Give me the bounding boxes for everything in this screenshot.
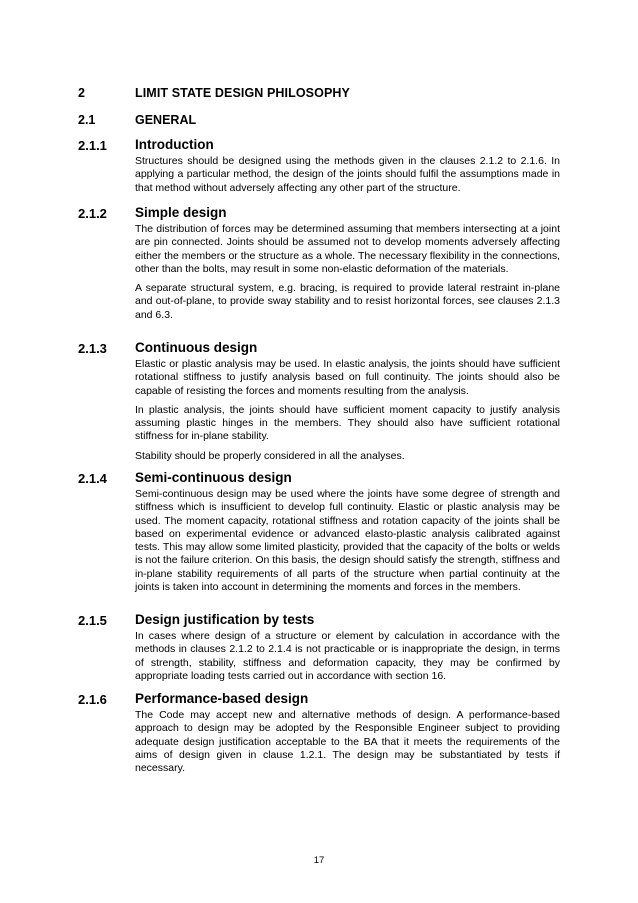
subsection-title: Semi-continuous design	[135, 470, 292, 485]
section-title: GENERAL	[135, 113, 197, 127]
subsection-heading	[78, 340, 568, 358]
paragraph: Elastic or plastic analysis may be used. In elastic analysis, the joints should have sufficient rotational stiffness to justify analysis based on full continuity. The joints should also be capable of resisting the forces and moments resulting from the analysis.	[135, 358, 560, 397]
chapter-title: LIMIT STATE DESIGN PHILOSOPHY	[135, 86, 350, 100]
subsection-title: Introduction	[135, 137, 214, 152]
subsection-heading	[78, 205, 568, 223]
subsection-design-justification	[78, 612, 568, 689]
paragraph: In plastic analysis, the joints should have sufficient moment capacity to justify analysis assuming plastic hinges in the members. They should also have sufficient rotational stiffness for in-plane stability.	[135, 403, 560, 443]
subsection-number: 2.1.4	[78, 471, 107, 486]
subsection-number: 2.1.6	[78, 692, 107, 707]
paragraph: Stability should be properly considered in all the analyses.	[135, 449, 405, 462]
subsection-body	[135, 709, 560, 775]
subsection-introduction	[78, 137, 568, 201]
subsection-number: 2.1.1	[78, 138, 107, 153]
paragraph: A separate structural system, e.g. bracing, is required to provide lateral restraint in-plane and out-of-plane, to provide sway stability and to resist horizontal forces, see clauses 2.1.3 and 6.3.	[135, 282, 560, 321]
subsection-number: 2.1.5	[78, 613, 107, 628]
subsection-title: Performance-based design	[135, 691, 309, 706]
subsection-body	[135, 155, 560, 195]
section-number: 2.1	[78, 113, 96, 127]
subsection-heading	[78, 137, 568, 155]
chapter-number: 2	[78, 86, 86, 100]
subsection-heading	[78, 470, 568, 488]
subsection-body	[135, 223, 560, 322]
subsection-number: 2.1.2	[78, 206, 107, 221]
paragraph: Structures should be designed using the methods given in the clauses 2.1.2 to 2.1.6. In applying a particular method, the design of the joints should fulfil the assumptions made in that method without adversely affecting any other part of the structure.	[135, 155, 560, 194]
subsection-heading	[78, 612, 568, 630]
subsection-continuous-design	[78, 340, 568, 469]
subsection-body	[135, 630, 560, 683]
subsection-performance-based-design	[78, 691, 568, 781]
subsection-title: Design justification by tests	[135, 612, 315, 627]
paragraph: In cases where design of a structure or element by calculation in accordance with the methods in clauses 2.1.2 to 2.1.4 is not practicable or is inappropriate the design, in terms of strength, stability, stiffness and deformation capacity, they may be confirmed by appropriate loading tests carried out in accordance with section 16.	[135, 630, 560, 682]
subsection-heading	[78, 691, 568, 709]
subsection-body	[135, 488, 560, 594]
subsection-title: Continuous design	[135, 340, 258, 355]
subsection-semi-continuous-design	[78, 470, 568, 600]
paragraph: Semi-continuous design may be used where the joints have some degree of strength and stiffness which is insufficient to develop full continuity. Elastic or plastic analysis may be used. The moment capacity, rotational stiffness and rotation capacity of the joints shall be based on experimental evidence or advanced elasto-plastic analysis calibrated against tests. This may allow some limited plasticity, provided that the capacity of the bolts or welds is not the failure criterion. On this basis, the design should satisfy the strength, stiffness and in-plane stability requirements of all parts of the structure when partial continuity at the joints is taken into account in determining the moments and forces in the members.	[135, 488, 560, 594]
subsection-simple-design	[78, 205, 568, 328]
subsection-number: 2.1.3	[78, 341, 107, 356]
subsection-title: Simple design	[135, 205, 227, 220]
subsection-body	[135, 358, 560, 463]
page-number: 17	[313, 855, 325, 866]
paragraph: The Code may accept new and alternative methods of design. A performance-based approach to design may be adopted by the Responsible Engineer subject to providing adequate design justification acceptable to the BA that it meets the requirements of the aims of design given in clause 1.2.1. The design may be substantiated by tests if necessary.	[135, 709, 560, 775]
paragraph: The distribution of forces may be determined assuming that members intersecting at a joint are pin connected. Joints should be assumed not to develop moments adversely affecting either the members or the structure as a whole. The necessary flexibility in the connections, other than the bolts, may result in some non-elastic deformation of the materials.	[135, 223, 560, 275]
